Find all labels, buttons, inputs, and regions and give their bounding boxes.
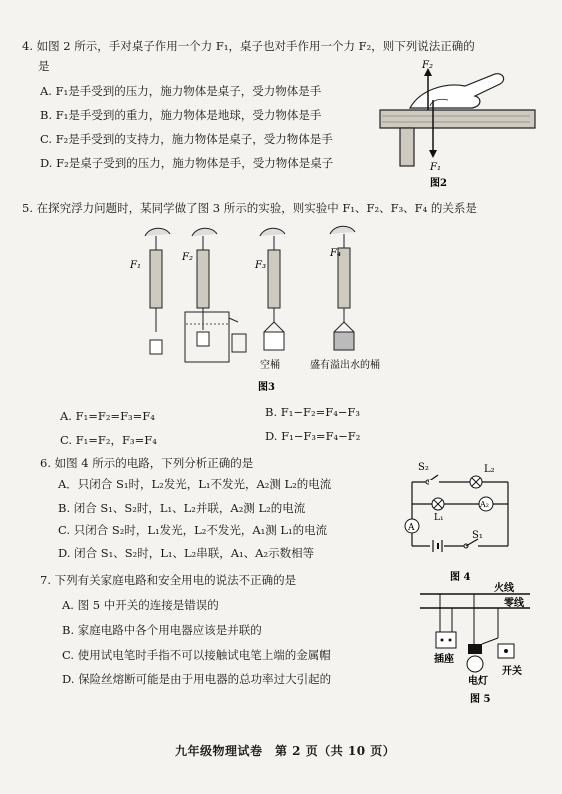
figure-3-caption: 图3 — [258, 382, 275, 393]
figure-3-label-f2: F₂ — [182, 252, 193, 263]
figure-4-caption: 图 4 — [450, 572, 471, 583]
q7-option-a: A. 图 5 中开关的连接是错误的 — [62, 598, 219, 612]
q4-option-b: B. F₁是手受到的重力，施力物体是地球，受力物体是手 — [40, 108, 322, 122]
q5-option-a: A. F₁=F₂=F₃=F₄ — [60, 409, 155, 423]
figure-4-label-a2: A₂ — [480, 500, 489, 509]
figure-5-socket-label: 插座 — [434, 654, 454, 665]
figure-3-buoyancy-experiment — [110, 222, 430, 397]
q6-option-c: C. 只闭合 S₂时，L₁发光，L₂不发光，A₁测 L₁的电流 — [58, 523, 328, 537]
spring-scale-1 — [145, 228, 170, 354]
q7-option-b: B. 家庭电路中各个用电器应该是并联的 — [62, 623, 262, 637]
q6-option-b: B. 闭合 S₁、S₂时，L₁、L₂并联，A₂测 L₂的电流 — [58, 501, 306, 515]
figure-4-circuit — [398, 458, 516, 583]
q7-option-d: D. 保险丝熔断可能是由于用电器的总功率过大引起的 — [62, 672, 332, 686]
figure-3-label-f3: F₃ — [255, 260, 266, 271]
spring-scale-3 — [260, 228, 285, 350]
q5-option-b: B. F₁−F₂=F₄−F₃ — [265, 405, 361, 419]
figure-2-hand-table — [370, 60, 550, 190]
figure-3-empty-bucket-label: 空桶 — [260, 360, 280, 371]
figure-5-neutral-wire-label: 零线 — [504, 598, 524, 609]
q4-option-c: C. F₂是手受到的支持力，施力物体是桌子，受力物体是手 — [40, 132, 333, 146]
figure-2-label-f2: F₂ — [422, 60, 433, 71]
figure-2-caption: 图2 — [430, 178, 447, 189]
figure-3-label-f1: F₁ — [130, 260, 141, 271]
q5-option-d: D. F₁−F₃=F₄−F₂ — [265, 429, 361, 443]
q5-stem: 5. 在探究浮力问题时，某同学做了图 3 所示的实验，则实验中 F₁、F₂、F₃、F₄ 的关系是 — [22, 201, 477, 215]
q6-option-a: A．只闭合 S₁时，L₂发光，L₁不发光，A₂测 L₂的电流 — [58, 477, 332, 491]
figure-4-label-l1: L₁ — [434, 513, 444, 523]
figure-5-lamp-label: 电灯 — [468, 676, 488, 687]
figure-5-caption: 图 5 — [470, 694, 491, 705]
figure-3-full-bucket-label: 盛有溢出水的桶 — [310, 360, 380, 371]
figure-5-switch-label: 开关 — [502, 666, 522, 677]
figure-4-label-a: A — [408, 523, 415, 533]
figure-4-label-l2: L₂ — [484, 464, 495, 475]
q4-stem-line2: 是 — [38, 59, 50, 73]
q5-option-c: C. F₁=F₂，F₃=F₄ — [60, 433, 157, 447]
q4-option-d: D. F₂是桌子受到的压力，施力物体是手，受力物体是桌子 — [40, 156, 334, 170]
figure-3-label-f4: F₄ — [330, 248, 341, 259]
figure-2-label-f1: F₁ — [430, 162, 441, 173]
figure-4-label-s1: S₁ — [472, 530, 483, 541]
figure-5-live-wire-label: 火线 — [494, 583, 514, 594]
spring-scale-2 — [185, 228, 246, 362]
q7-stem: 7. 下列有关家庭电路和安全用电的说法不正确的是 — [40, 573, 297, 587]
q7-option-c: C. 使用试电笔时手指不可以接触试电笔上端的金属帽 — [62, 648, 331, 662]
q4-stem-line1: 4. 如图 2 所示，手对桌子作用一个力 F₁，桌子也对手作用一个力 F₂，则下列说法正确的 — [22, 39, 475, 53]
page-footer: 九年级物理试卷 第 2 页（共 10 页） — [175, 744, 396, 758]
spring-scale-4 — [330, 226, 355, 350]
q4-option-a: A. F₁是手受到的压力，施力物体是桌子，受力物体是手 — [40, 84, 322, 98]
figure-5-household-circuit — [412, 582, 552, 712]
q6-option-d: D. 闭合 S₁、S₂时，L₁、L₂串联，A₁、A₂示数相等 — [58, 546, 315, 560]
q6-stem: 6. 如图 4 所示的电路，下列分析正确的是 — [40, 456, 254, 470]
figure-4-label-s2: S₂ — [418, 462, 429, 473]
